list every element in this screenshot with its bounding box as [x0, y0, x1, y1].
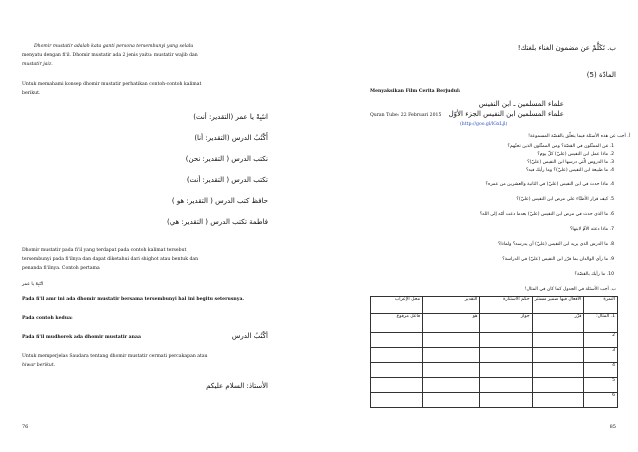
material-heading: المادّة (5) — [586, 71, 616, 79]
question-b-4: 4. ماذا حدث في ابن النفيس (عليّ) في الثانية والعشرين من عمره؟ — [485, 182, 614, 187]
cell — [371, 333, 423, 348]
intro-line-3: mustatir jaiz. — [22, 62, 53, 67]
left-page — [0, 0, 318, 452]
question-a-1: 1. مَن الممثّلون في القصّة؟ ومن الممثّلون الذين تحبّهم؟ — [507, 144, 614, 149]
cell: جواز — [480, 314, 532, 333]
col-verbs: الأفعال فيها ضمير مستتر — [532, 297, 584, 314]
para5: Pada contoh kedua: — [22, 316, 73, 321]
question-a-4: 4. ما طبيعة ابن النفيس (عليّ)؟ وما رأيك فيه؟ — [525, 168, 614, 173]
section-a-title: أ. أجب عن هذه الأسئلة فيما يتعلّق بالقصّة المسموعة! — [528, 134, 630, 139]
example-inline: أكْتُبُ الدرس — [231, 332, 268, 340]
question-b-9: 9. ما رأي الوالدان بما قرّر ابن النفيس (عليّ) في الدراسة؟ — [502, 257, 614, 262]
col-estimate: التقدير — [423, 297, 480, 314]
question-b-7: 7. ماذا دعته الأمّ لابنها؟ — [569, 227, 614, 232]
para2-line-2: berikut. — [22, 91, 41, 96]
film-heading: Menyaksikan Film Cerita Berjudul: — [370, 89, 461, 94]
cell — [423, 348, 480, 363]
example-1: انتَبِهْ يا عمر (التقدير: أنت) — [193, 113, 268, 121]
cell: قرّر — [532, 314, 584, 333]
cell — [532, 393, 584, 408]
example-5: حافظ كتب الدرس ( التقدير: هو ) — [171, 197, 268, 205]
para3-line-2: tersembunyi pada fi'ilnya dan dapat diketahui dari shighot atau bentuk dan — [22, 257, 199, 262]
dialog-line: الأستاذ: السلام عليكم — [206, 382, 268, 390]
film-link[interactable]: (http://goo.gl/lGxLjl) — [460, 122, 508, 127]
cell — [532, 363, 584, 378]
para3-line-1: Dhomir mustatir pada fi'il yang terdapat pada contoh kalimat tersebut — [22, 248, 187, 253]
cell: 6 — [584, 393, 618, 408]
cell: 3 — [584, 348, 618, 363]
para7-line-1: Untuk memperjelas Saudara tentang dhomir mustatir cermati percakapan atau — [22, 354, 208, 359]
right-page — [320, 0, 638, 452]
para6: Pada fi'il mudhorek ada dhomir mustatir anaa — [22, 335, 141, 340]
section-b-title: ب. تَكَلَّمْ عن مضمون الغناء بلغتك! — [517, 44, 616, 52]
example-short: انْتَبِهْ يا عمر — [22, 282, 44, 287]
question-b-5: 5. كيف قرار الأطبّاء على مرض ابن النفيس (عليّ)؟ — [516, 197, 614, 202]
cell — [480, 393, 532, 408]
cell — [423, 393, 480, 408]
question-a-3: 3. ما الدروس الّتي درسها ابن النفيس (عليّ)؟ — [527, 160, 614, 165]
example-4: تكتب الدرس ( التقدير: أنت) — [186, 176, 268, 184]
table-row — [371, 348, 618, 363]
table-row — [371, 363, 618, 378]
para7-line-2: hiwar berikut. — [22, 363, 56, 368]
col-number: النمرة — [584, 297, 618, 314]
question-b-10: 10. ما رأيك بالقصّة؟ — [574, 272, 614, 277]
example-3: نكتب الدرس ( التقدير: نحن) — [185, 155, 268, 163]
page-number-left: 76 — [22, 424, 29, 430]
cell — [480, 363, 532, 378]
question-b-6: 6. ما الذي حدث في مرض ابن النفيس (عليّ) بعدما دعت أمّه إلى الله؟ — [479, 212, 614, 217]
cell — [423, 378, 480, 393]
intro-line-1: Dhomir mustatir adalah kata ganti persona tersembunyi yang selalu — [34, 44, 194, 49]
cell: 1. المثال: — [584, 314, 618, 333]
cell — [532, 333, 584, 348]
cell — [371, 378, 423, 393]
cell: هو — [423, 314, 480, 333]
film-title-ar-1: علماء المسلمين ـ ابن النفيس — [478, 100, 564, 108]
cell — [423, 333, 480, 348]
example-2: أَكْتُبُ الدرس (التقدير: أنا) — [194, 134, 268, 142]
question-a-2: 2. ماذا عمل ابن النفيس (عليّ) كلّ يوم؟ — [537, 152, 614, 157]
table-row — [371, 333, 618, 348]
para2-line-1: Untuk memahami konsep dhomir mustatir perhatikan contoh-contoh kalimat — [22, 82, 202, 87]
table-row — [371, 393, 618, 408]
page-number-right: 85 — [609, 424, 616, 430]
film-title-ar-2: علماء المسلمين ابن النفيس الجزء الأوّل — [448, 110, 564, 118]
cell: 2 — [584, 333, 618, 348]
col-irab: محل الإعراب — [371, 297, 423, 314]
col-ruling: حكم الاستتارة — [480, 297, 532, 314]
cell — [423, 363, 480, 378]
cell — [480, 333, 532, 348]
cell — [480, 348, 532, 363]
question-b-8: 8. ما الدرس الذي يريد ابن النفيس (عليّ) أن يدرسه؟ ولماذا؟ — [497, 242, 614, 247]
table-title: ب. أجب الأسئلة في الجدول كما كان في المثال! — [524, 287, 616, 292]
para3-line-3: penanda fi'ilnya. Contoh pertama — [22, 266, 100, 271]
cell — [371, 393, 423, 408]
cell — [371, 363, 423, 378]
cell: 4 — [584, 363, 618, 378]
film-source: Quran Tube: 22 Februari 2015 — [370, 113, 442, 118]
intro-line-2: menyatu dengan fi'il. Dhomir mustatir ada 2 jenis yaitu: mustatir wajib dan — [22, 53, 198, 58]
cell: فاعل مرفوع — [371, 314, 423, 333]
example-6: فاطمة تكتب الدرس ( التقدير: هي) — [166, 218, 268, 226]
cell — [371, 348, 423, 363]
table-row — [371, 378, 618, 393]
table-row — [371, 314, 618, 333]
cell — [532, 378, 584, 393]
cell — [480, 378, 532, 393]
para4: Pada fi'il amr ini ada dhomir mustatir bersama tersembunyi hal ini begitu seterusnya. — [22, 297, 245, 302]
answer-table — [370, 296, 618, 408]
cell — [532, 348, 584, 363]
cell: 5 — [584, 378, 618, 393]
table-header-row — [371, 297, 618, 314]
